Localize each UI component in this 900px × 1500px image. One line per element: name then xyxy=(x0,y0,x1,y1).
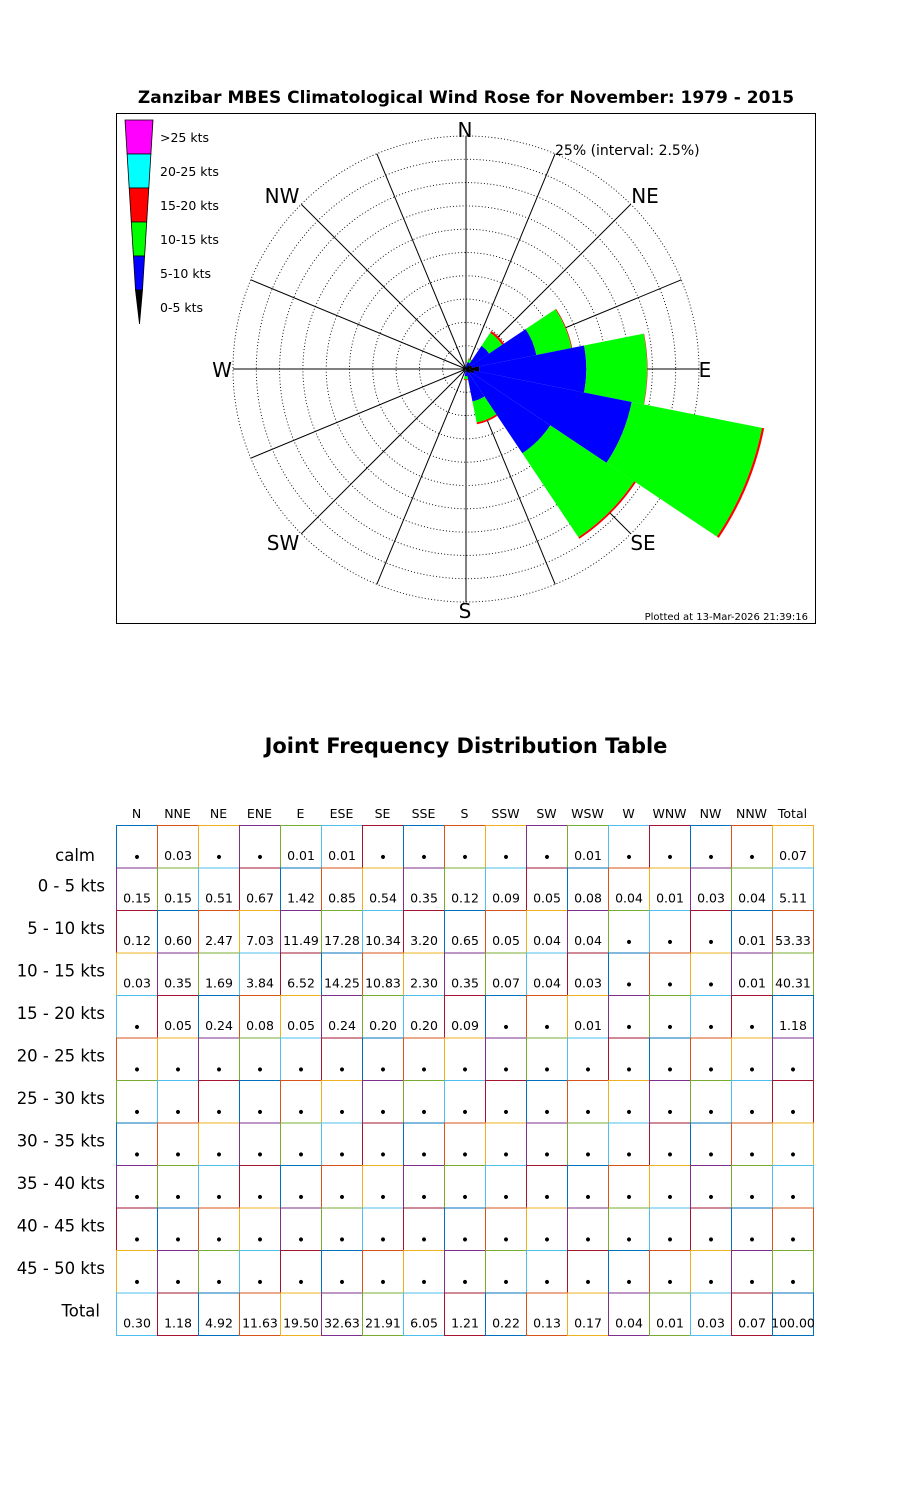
table-cell-value: 0.04 xyxy=(615,1315,643,1331)
table-cell-value: 0.04 xyxy=(738,890,766,906)
table-cell-value: • xyxy=(337,1190,347,1206)
table-cell-value: • xyxy=(624,1275,634,1291)
table-cell-value: 14.25 xyxy=(324,975,360,991)
table-cell-value: • xyxy=(255,1147,265,1164)
table-cell-value: • xyxy=(337,1232,347,1249)
table-cell-value: 1.18 xyxy=(164,1315,192,1331)
row-label: 5 - 10 kts xyxy=(27,919,105,938)
table-cell-value: • xyxy=(378,1275,388,1291)
table-cell-value: • xyxy=(542,1190,552,1206)
table-cell-value: • xyxy=(296,1275,306,1291)
table-cell-value: 0.05 xyxy=(164,1018,192,1033)
plotted-timestamp: Plotted at 13-Mar-2026 21:39:16 xyxy=(644,612,808,623)
table-cell-value: 0.85 xyxy=(328,890,356,906)
table-cell-value: 0.65 xyxy=(451,933,479,948)
table-cell-value: • xyxy=(706,850,716,866)
table-cell-value: 3.20 xyxy=(410,933,438,948)
table-cell-value: • xyxy=(788,1232,798,1249)
table-cell-value: 0.04 xyxy=(574,933,602,948)
table-cell-value: • xyxy=(132,850,142,866)
table-cell-value: 0.22 xyxy=(492,1315,520,1331)
table-cell-value: 6.05 xyxy=(410,1315,438,1331)
table-cell-value: 40.31 xyxy=(775,975,811,991)
compass-label-e: E xyxy=(698,358,712,382)
table-cell-value: 21.91 xyxy=(365,1315,401,1331)
table-cell-value: • xyxy=(173,1062,183,1079)
table-cell-value: • xyxy=(460,1232,470,1249)
table-cell-value: • xyxy=(132,1190,142,1206)
table-cell-value: • xyxy=(706,977,716,994)
table-cell-value: 0.01 xyxy=(328,848,356,863)
compass-label-nw: NW xyxy=(264,184,300,208)
table-cell-value: 0.20 xyxy=(410,1018,438,1033)
table-cell-value: • xyxy=(665,1275,675,1291)
legend-label: 5-10 kts xyxy=(160,266,211,281)
table-cell-value: 7.03 xyxy=(246,933,274,948)
column-header: S xyxy=(460,806,469,821)
table-cell-value: 0.01 xyxy=(656,1315,684,1331)
row-label: 10 - 15 kts xyxy=(16,961,105,981)
table-cell-value: 0.35 xyxy=(451,975,479,991)
table-cell-value: 0.05 xyxy=(533,890,561,906)
table-cell-value: • xyxy=(419,850,429,866)
table-cell-value: • xyxy=(747,1020,757,1036)
table-cell-value: 100.00 xyxy=(771,1315,815,1331)
row-label: 45 - 50 kts xyxy=(16,1259,105,1278)
table-cell-value: • xyxy=(501,1232,511,1249)
table-cell-value: • xyxy=(460,1147,470,1164)
table-cell-value: • xyxy=(419,1062,429,1079)
table-cell-value: • xyxy=(747,1062,757,1079)
table-cell-value: • xyxy=(296,1232,306,1249)
table-cell-value: • xyxy=(337,1275,347,1291)
table-cell-value: • xyxy=(788,1275,798,1291)
compass-label-ne: NE xyxy=(631,184,659,208)
table-cell-value: 0.07 xyxy=(779,848,807,863)
table-cell-value: 32.63 xyxy=(324,1315,360,1331)
table-cell-value: • xyxy=(542,850,552,866)
table-cell-value: 0.60 xyxy=(164,933,192,948)
table-cell-value: 10.34 xyxy=(365,933,401,948)
table-cell-value: • xyxy=(788,1190,798,1206)
legend-label: 0-5 kts xyxy=(160,300,204,315)
table-cell-value: • xyxy=(255,850,265,866)
column-header: WSW xyxy=(571,806,604,821)
table-cell-value: • xyxy=(132,1062,142,1079)
table-cell-value: • xyxy=(624,1062,634,1079)
table-title: Joint Frequency Distribution Table xyxy=(264,734,668,758)
column-header: ENE xyxy=(246,806,273,821)
compass-label-w: W xyxy=(212,358,232,382)
table-cell-value: • xyxy=(419,1147,429,1164)
table-cell-value: 0.04 xyxy=(533,933,561,948)
table-cell-value: • xyxy=(747,1190,757,1206)
table-cell-value: 0.15 xyxy=(164,890,192,906)
table-cell-value: • xyxy=(378,1147,388,1164)
table-cell-value: • xyxy=(788,1147,798,1164)
table-cell-value: • xyxy=(419,1232,429,1249)
table-cell-value: • xyxy=(173,1232,183,1249)
table-cell-value: • xyxy=(419,1275,429,1291)
table-cell-value: 1.18 xyxy=(779,1018,807,1033)
table-cell-value: 0.20 xyxy=(369,1018,397,1033)
table-cell-value: 17.28 xyxy=(324,933,360,948)
chart-title: Zanzibar MBES Climatological Wind Rose for November: 1979 - 2015 xyxy=(137,88,795,108)
compass-label-n: N xyxy=(457,118,473,142)
table-cell-value: • xyxy=(624,935,634,951)
table-cell-value: • xyxy=(624,1232,634,1249)
column-header: ESE xyxy=(329,806,354,821)
table-cell-value: 0.01 xyxy=(574,848,602,863)
row-label: 20 - 25 kts xyxy=(16,1046,105,1066)
table-cell-value: • xyxy=(542,1105,552,1121)
table-cell-value: • xyxy=(460,850,470,866)
table-cell-value: • xyxy=(214,1275,224,1291)
table-cell-value: • xyxy=(419,1105,429,1121)
table-cell-value: 0.03 xyxy=(574,975,602,991)
legend-label: >25 kts xyxy=(160,130,210,145)
table-cell-value: 0.01 xyxy=(656,890,684,906)
table-cell-value: • xyxy=(460,1062,470,1079)
table-cell-value: 0.09 xyxy=(492,890,520,906)
table-cell-value: • xyxy=(624,1105,634,1121)
row-label: 15 - 20 kts xyxy=(16,1004,105,1023)
table-cell-value: • xyxy=(132,1147,142,1164)
table-cell-value: • xyxy=(378,1232,388,1249)
table-cell-value: • xyxy=(542,1232,552,1249)
table-cell-value: • xyxy=(542,1147,552,1164)
table-cell-value: 11.49 xyxy=(283,933,319,948)
table-cell-value: • xyxy=(665,1062,675,1079)
table-cell-value: • xyxy=(296,1147,306,1164)
table-cell-value: 0.12 xyxy=(123,933,151,948)
table-cell-value: • xyxy=(542,1275,552,1291)
compass-label-sw: SW xyxy=(266,531,300,555)
table-cell-value: • xyxy=(255,1232,265,1249)
table-cell-value: • xyxy=(296,1105,306,1121)
table-cell-value: 0.01 xyxy=(738,975,766,991)
table-cell-value: • xyxy=(501,1105,511,1121)
table-cell-value: • xyxy=(296,1190,306,1206)
table-cell-value: 0.01 xyxy=(574,1018,602,1033)
table-cell-value: 0.09 xyxy=(451,1018,479,1033)
table-cell-value: 1.69 xyxy=(205,975,233,991)
table-cell-value: 4.92 xyxy=(205,1315,233,1331)
table-cell-value: • xyxy=(214,1147,224,1164)
table-cell-value: • xyxy=(501,1062,511,1079)
table-cell-value: 0.07 xyxy=(738,1315,766,1331)
table-cell-value: • xyxy=(501,1147,511,1164)
table-cell-value: 0.67 xyxy=(246,890,274,906)
table-cell-value: • xyxy=(583,1105,593,1121)
table-cell-value: • xyxy=(583,1232,593,1249)
table-cell-value: • xyxy=(214,1105,224,1121)
table-cell-value: • xyxy=(173,1105,183,1121)
table-cell-value: • xyxy=(378,1190,388,1206)
table-cell-value: • xyxy=(747,1105,757,1121)
column-header: NW xyxy=(699,806,722,821)
table-cell-value: • xyxy=(501,850,511,866)
table-cell-value: • xyxy=(501,1275,511,1291)
column-header: NE xyxy=(209,806,228,821)
table-cell-value: • xyxy=(706,1062,716,1079)
table-cell-value: • xyxy=(747,1232,757,1249)
row-label: 35 - 40 kts xyxy=(16,1174,105,1193)
table-cell-value: • xyxy=(706,1020,716,1036)
table-cell-value: 0.04 xyxy=(615,890,643,906)
table-cell-value: • xyxy=(624,1190,634,1206)
table-cell-value: • xyxy=(665,1020,675,1036)
table-cell-value: • xyxy=(583,1062,593,1079)
table-cell-value: • xyxy=(665,1232,675,1249)
table-cell-value: 0.08 xyxy=(574,890,602,906)
table-cell-value: • xyxy=(706,1232,716,1249)
table-cell-value: • xyxy=(583,1147,593,1164)
column-header: SSW xyxy=(491,806,520,821)
table-cell-value: • xyxy=(419,1190,429,1206)
table-cell-value: 0.07 xyxy=(492,975,520,991)
table-cell-value: 2.47 xyxy=(205,933,233,948)
table-cell-value: • xyxy=(378,1062,388,1079)
table-cell-value: • xyxy=(747,850,757,866)
table-cell-value: • xyxy=(337,1062,347,1079)
table-cell-value: 19.50 xyxy=(283,1315,319,1331)
column-header: SW xyxy=(536,806,557,821)
table-cell-value: 3.84 xyxy=(246,975,274,991)
table-cell-value: 0.01 xyxy=(287,848,315,863)
table-cell-value: • xyxy=(501,1190,511,1206)
table-cell-value: • xyxy=(214,1190,224,1206)
table-cell-value: • xyxy=(747,1147,757,1164)
table-cell-value: 0.30 xyxy=(123,1315,151,1331)
column-header: N xyxy=(131,806,142,821)
legend-label: 15-20 kts xyxy=(160,198,219,213)
column-header: E xyxy=(296,806,305,821)
table-cell-value: 0.54 xyxy=(369,890,397,906)
table-cell-value: • xyxy=(624,1020,634,1036)
table-cell-value: 0.13 xyxy=(533,1315,561,1331)
table-grid xyxy=(17,806,815,1336)
table-cell-value: • xyxy=(706,935,716,951)
table-cell-value: 0.03 xyxy=(123,975,151,991)
row-label: 25 - 30 kts xyxy=(16,1089,105,1108)
table-cell-value: 0.15 xyxy=(123,890,151,906)
table-cell-value: • xyxy=(460,1275,470,1291)
table-cell-value: • xyxy=(296,1062,306,1079)
table-cell-value: 0.12 xyxy=(451,890,479,906)
table-cell-value: • xyxy=(542,1020,552,1036)
column-header: SE xyxy=(374,806,391,821)
table-cell-value: • xyxy=(337,1105,347,1121)
table-cell-value: • xyxy=(255,1105,265,1121)
column-header: Total xyxy=(777,806,808,821)
table-cell-value: 0.05 xyxy=(287,1018,315,1033)
table-cell-value: • xyxy=(706,1105,716,1121)
table-cell-value: 1.42 xyxy=(287,890,315,906)
row-label: 30 - 35 kts xyxy=(16,1131,105,1151)
table-cell-value: • xyxy=(132,1232,142,1249)
table-cell-value: • xyxy=(460,1190,470,1206)
legend-label: 20-25 kts xyxy=(160,164,219,179)
table-cell-value: • xyxy=(173,1190,183,1206)
row-label: 40 - 45 kts xyxy=(16,1216,105,1236)
table-cell-value: • xyxy=(706,1147,716,1164)
table-cell-value: 0.24 xyxy=(205,1018,233,1033)
legend-label: 10-15 kts xyxy=(160,232,219,247)
table-cell-value: • xyxy=(583,1275,593,1291)
row-label: Total xyxy=(61,1301,100,1321)
column-header: NNW xyxy=(735,806,768,821)
table-cell-value: 10.83 xyxy=(365,975,401,991)
table-cell-value: • xyxy=(665,850,675,866)
table-cell-value: • xyxy=(378,1105,388,1121)
table-cell-value: 11.63 xyxy=(242,1315,278,1331)
table-cell-value: • xyxy=(665,1190,675,1206)
table-cell-value: • xyxy=(788,1062,798,1079)
table-cell-value: 6.52 xyxy=(287,975,315,991)
table-cell-value: • xyxy=(624,850,634,866)
table-cell-value: • xyxy=(706,1190,716,1206)
table-cell-value: 53.33 xyxy=(775,933,811,948)
compass-label-se: SE xyxy=(630,531,656,555)
table-cell-value: • xyxy=(624,1147,634,1164)
table-cell-value: • xyxy=(665,977,675,994)
table-cell-value: 0.03 xyxy=(164,848,192,863)
table-cell-value: 0.05 xyxy=(492,933,520,948)
table-cell-value: 5.11 xyxy=(779,890,807,906)
table-cell-value: • xyxy=(255,1190,265,1206)
table-cell-value: • xyxy=(255,1275,265,1291)
column-header: NNE xyxy=(164,806,191,821)
compass-label-s: S xyxy=(458,599,472,623)
table-cell-value: 0.03 xyxy=(697,890,725,906)
column-header: SSE xyxy=(411,806,436,821)
table-cell-value: 0.17 xyxy=(574,1315,602,1331)
table-cell-value: • xyxy=(337,1147,347,1164)
table-cell-value: • xyxy=(583,1190,593,1206)
table-cell-value: • xyxy=(460,1105,470,1121)
column-header: W xyxy=(622,806,635,821)
table-cell-value: • xyxy=(501,1020,511,1036)
ring-scale-label: 25% (interval: 2.5%) xyxy=(555,143,700,159)
table-cell-value: 0.35 xyxy=(410,890,438,906)
table-cell-value: • xyxy=(542,1062,552,1079)
table-cell-value: • xyxy=(173,1275,183,1291)
row-label: calm xyxy=(55,846,95,865)
table-cell-value: 0.01 xyxy=(738,933,766,948)
table-cell-value: 2.30 xyxy=(410,975,438,991)
table-cell-value: 0.51 xyxy=(205,890,233,906)
table-cell-value: • xyxy=(665,935,675,951)
table-cell-value: 0.04 xyxy=(533,975,561,991)
table-cell-value: • xyxy=(665,1147,675,1164)
table-cell-value: • xyxy=(132,1020,142,1036)
table-cell-value: • xyxy=(706,1275,716,1291)
column-header: WNW xyxy=(652,806,687,821)
table-cell-value: 0.08 xyxy=(246,1018,274,1033)
table-cell-value: 1.21 xyxy=(451,1315,479,1331)
table-cell-value: • xyxy=(132,1105,142,1121)
table-cell-value: • xyxy=(747,1275,757,1291)
table-cell-value: • xyxy=(132,1275,142,1291)
table-cell-value: 0.35 xyxy=(164,975,192,991)
table-cell-value: 0.24 xyxy=(328,1018,356,1033)
table-cell-value: • xyxy=(214,1062,224,1079)
row-label: 0 - 5 kts xyxy=(37,876,105,896)
table-cell-value: • xyxy=(788,1105,798,1121)
table-cell-value: • xyxy=(173,1147,183,1164)
table-cell-value: • xyxy=(378,850,388,866)
table-cell-value: 0.03 xyxy=(697,1315,725,1331)
table-cell-value: • xyxy=(214,850,224,866)
table-cell-value: • xyxy=(624,977,634,994)
table-cell-value: • xyxy=(214,1232,224,1249)
table-cell-value: • xyxy=(665,1105,675,1121)
table-cell-value: • xyxy=(255,1062,265,1079)
